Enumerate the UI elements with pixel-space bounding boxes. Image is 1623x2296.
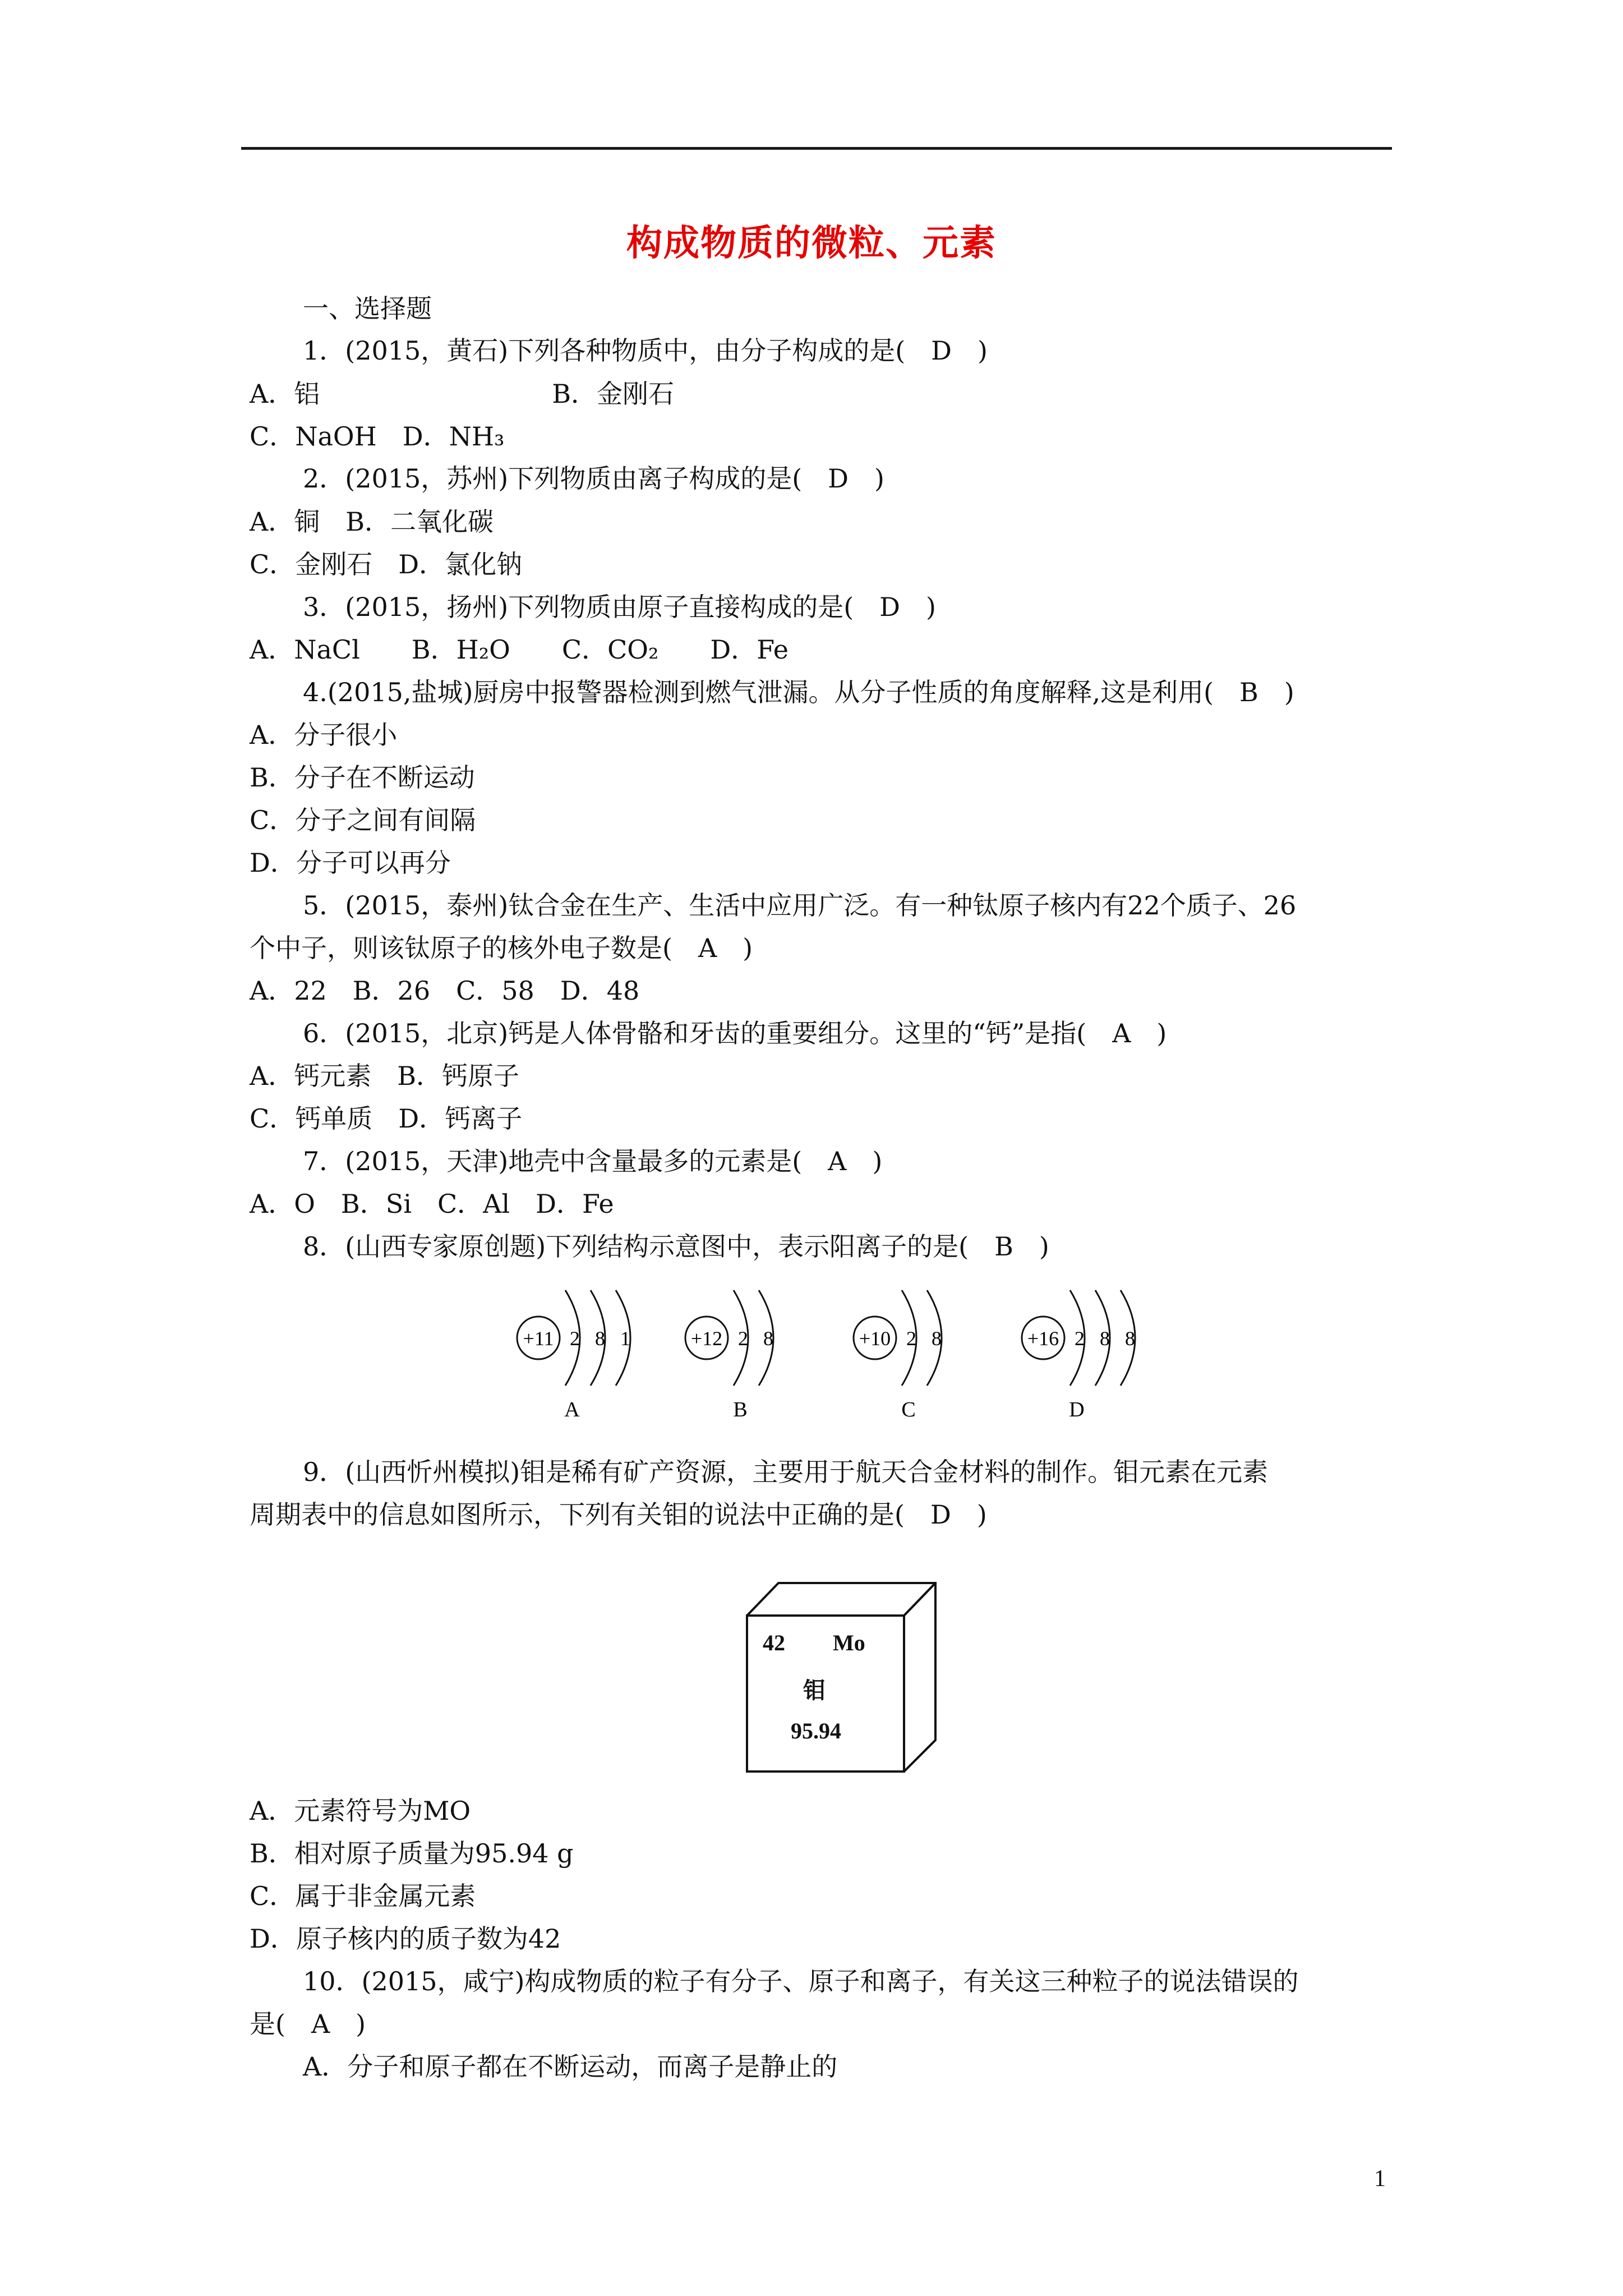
shell-electron-count: 8: [1100, 1327, 1110, 1350]
text-line-q9c: C．属于非金属元素: [250, 1881, 476, 1911]
text-line-q10a: A．分子和原子都在不断运动，而离子是静止的: [303, 2051, 838, 2082]
text-line-q8: 8．(山西专家原创题)下列结构示意图中，表示阳离子的是( B ): [303, 1231, 1049, 1262]
text-line-q9d: D．原子核内的质子数为42: [250, 1924, 561, 1954]
nucleus-charge: +11: [523, 1327, 554, 1350]
element-number: 42: [763, 1630, 785, 1655]
text-line-q4: 4.(2015,盐城)厨房中报警器检测到燃气泄漏。从分子性质的角度解释,这是利用( B ): [303, 677, 1294, 707]
text-line-q5b: 个中子，则该钛原子的核外电子数是( A ): [250, 933, 753, 963]
nucleus-charge: +16: [1027, 1327, 1059, 1350]
text-line-q9b: 周期表中的信息如图所示，下列有关钼的说法中正确的是( D ): [250, 1499, 987, 1530]
shell-electron-count: 8: [763, 1327, 773, 1350]
nucleus-charge: +10: [859, 1327, 891, 1350]
text-line-q7: 7．(2015，天津)地壳中含量最多的元素是( A ): [303, 1146, 883, 1176]
text-line-q9a: A．元素符号为MO: [250, 1796, 471, 1826]
element-mass: 95.94: [791, 1718, 841, 1743]
element-symbol: Mo: [833, 1630, 865, 1655]
text-line-q1: 1．(2015，黄石)下列各种物质中，由分子构成的是( D ): [303, 335, 988, 366]
text-line-q6c: C．钙单质 D．钙离子: [250, 1103, 523, 1134]
atom-option-label: A: [564, 1398, 580, 1421]
text-line-q4a: A．分子很小: [250, 720, 398, 750]
nucleus-charge: +12: [690, 1327, 723, 1350]
text-line-q4d: D．分子可以再分: [250, 848, 451, 878]
shell-electron-count: 1: [620, 1327, 630, 1350]
shell-electron-count: 2: [738, 1327, 748, 1350]
element-name: 钼: [803, 1677, 826, 1704]
shell-electron-count: 2: [906, 1327, 916, 1350]
text-line-q4c: C．分子之间有间隔: [250, 805, 476, 835]
text-line-q3a: A．NaCl B．H₂O C．CO₂ D．Fe: [250, 634, 789, 665]
page-title: 构成物质的微粒、元素: [626, 222, 997, 264]
atom-diagram-C: [854, 1290, 942, 1421]
shell-electron-count: 2: [570, 1327, 580, 1350]
text-line-q1a: A．铝 B．金刚石: [250, 379, 675, 409]
atom-structure-diagrams: [505, 1273, 1195, 1430]
text-line-q2: 2．(2015，苏州)下列物质由离子构成的是( D ): [303, 463, 884, 494]
shell-electron-count: 8: [595, 1327, 605, 1350]
atom-diagram-D: [1022, 1290, 1135, 1421]
header-rule: [241, 147, 1392, 150]
text-line-q5a: A．22 B．26 C．58 D．48: [250, 976, 640, 1006]
text-line-s: 一、选择题: [303, 293, 432, 324]
page-number: 1: [1374, 2166, 1386, 2192]
atom-option-label: B: [733, 1398, 748, 1421]
text-line-q4b: B．分子在不断运动: [250, 762, 475, 793]
text-line-q5: 5．(2015，泰州)钛合金在生产、生活中应用广泛。有一种钛原子核内有22个质子、26: [303, 890, 1297, 921]
atom-diagram-A: [517, 1290, 630, 1421]
text-line-q2c: C．金刚石 D．氯化钠: [250, 549, 523, 579]
atom-option-label: C: [901, 1398, 916, 1421]
shell-electron-count: 8: [1125, 1327, 1135, 1350]
text-line-q6a: A．钙元素 B．钙原子: [250, 1061, 520, 1091]
text-line-q9: 9．(山西忻州模拟)钼是稀有矿产资源，主要用于航天合金材料的制作。钼元素在元素: [303, 1457, 1269, 1487]
atom-diagram-B: [685, 1290, 773, 1421]
text-line-q3: 3．(2015，扬州)下列物质由原子直接构成的是( D ): [303, 592, 936, 622]
text-line-q7a: A．O B．Si C．Al D．Fe: [250, 1189, 614, 1219]
text-line-q2a: A．铜 B．二氧化碳: [250, 507, 494, 537]
text-line-q9bb: B．相对原子质量为95.94 g: [250, 1838, 574, 1869]
element-card-cube: [746, 1582, 937, 1773]
shell-electron-count: 2: [1075, 1327, 1085, 1350]
text-line-q10b: 是( A ): [250, 2009, 366, 2039]
shell-electron-count: 8: [932, 1327, 942, 1350]
text-line-q6: 6．(2015，北京)钙是人体骨骼和牙齿的重要组分。这里的“钙”是指( A ): [303, 1018, 1167, 1048]
text-line-q10: 10．(2015，咸宁)构成物质的粒子有分子、原子和离子，有关这三种粒子的说法错误的: [303, 1966, 1299, 1996]
atom-option-label: D: [1069, 1398, 1085, 1421]
text-line-q1c: C．NaOH D．NH₃: [250, 421, 505, 452]
